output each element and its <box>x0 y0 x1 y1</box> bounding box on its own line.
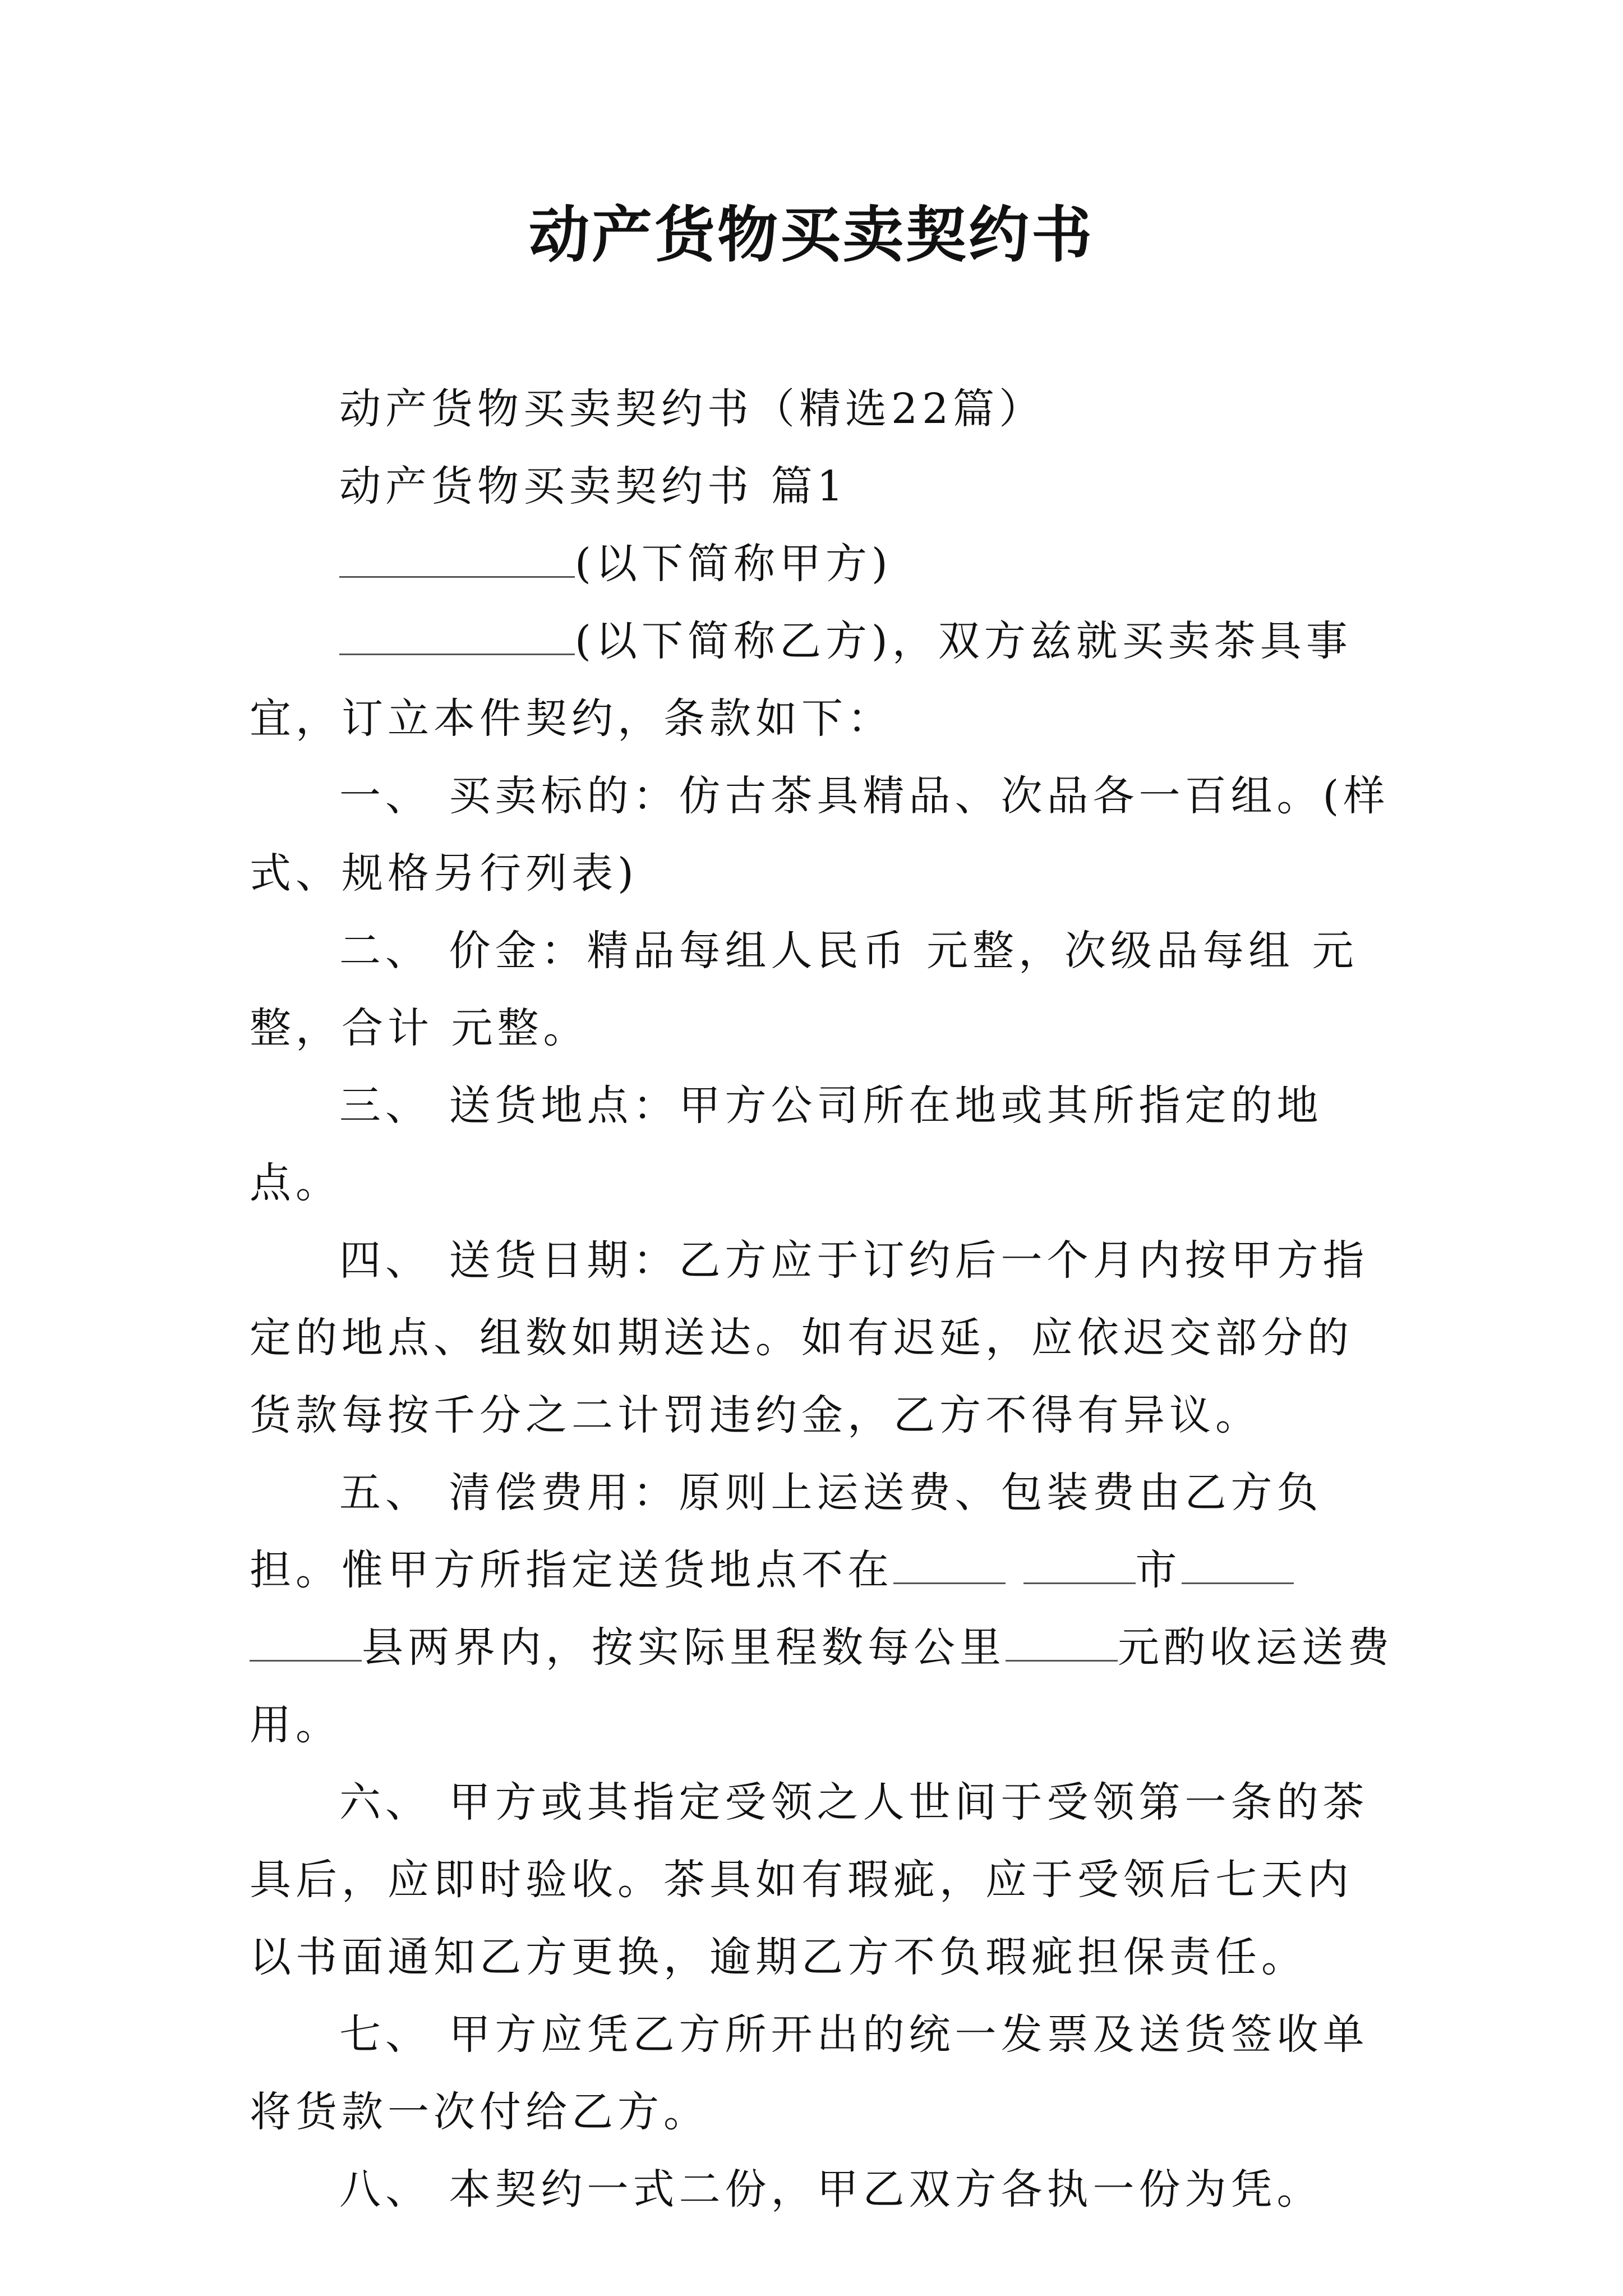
party-a-text: (以下简称甲方) <box>575 540 892 588</box>
blank-line <box>1006 1621 1118 1662</box>
paragraph-subtitle: 动产货物买卖契约书（精选22篇） <box>339 385 1045 433</box>
paragraph-clause-7: 七、 甲方应凭乙方所开出的统一发票及送货签收单将货款一次付给乙方。 <box>250 2010 1369 2136</box>
paragraph-clause-6: 六、 甲方或其指定受领之人世间于受领第一条的茶具后，应即时验收。茶具如有瑕疵，应于受领后七天内以书面通知乙方更换，逾期乙方不负瑕疵担保责任。 <box>250 1778 1369 1981</box>
document-body <box>250 370 1394 2228</box>
paragraph-clause-8: 八、 本契约一式二份，甲乙双方各执一份为凭。 <box>339 2165 1323 2214</box>
paragraph-clause-2: 二、 价金：精品每组人民币 元整，次级品每组 元整，合计 元整。 <box>250 927 1358 1052</box>
paragraph-clause-1: 一、 买卖标的：仿古茶具精品、次品各一百组。(样式、规格另行列表) <box>250 772 1390 898</box>
paragraph-clause-4: 四、 送货日期：乙方应于订约后一个月内按甲方指定的地点、组数如期送达。如有迟延，应依迟交部分的货款每按千分之二计罚违约金，乙方不得有异议。 <box>250 1236 1369 1439</box>
document-title: 动产货物买卖契约书 <box>528 200 1094 270</box>
blank-line <box>1023 1543 1136 1584</box>
clause-5-text-b: 市 <box>1135 1546 1182 1594</box>
paragraph-clause-3: 三、 送货地点：甲方公司所在地或其所指定的地点。 <box>250 1082 1323 1207</box>
blank-line <box>1182 1543 1294 1584</box>
paragraph-section-heading: 动产货物买卖契约书 篇1 <box>339 462 848 510</box>
blank-line <box>339 537 575 578</box>
clause-5-text-a: 五、 清偿费用：原则上运送费、包装费由乙方负担。惟甲方所指定送货地点不在 <box>250 1469 1323 1594</box>
blank-line <box>893 1543 1006 1584</box>
paragraph-clause-5 <box>250 1454 1394 1764</box>
party-b-text: (以下简称乙方)，双方兹就买卖茶具事宜，订立本件契约，条款如下： <box>250 617 1352 743</box>
paragraph-party-b <box>250 602 1394 757</box>
blank-line <box>250 1621 362 1662</box>
clause-5-text-d: 元酌收运送费用。 <box>250 1623 1394 1749</box>
paragraph-party-a <box>250 525 1394 602</box>
clause-5-text-c: 县两界内，按实际里程数每公里 <box>362 1623 1006 1672</box>
blank-line <box>339 614 575 655</box>
